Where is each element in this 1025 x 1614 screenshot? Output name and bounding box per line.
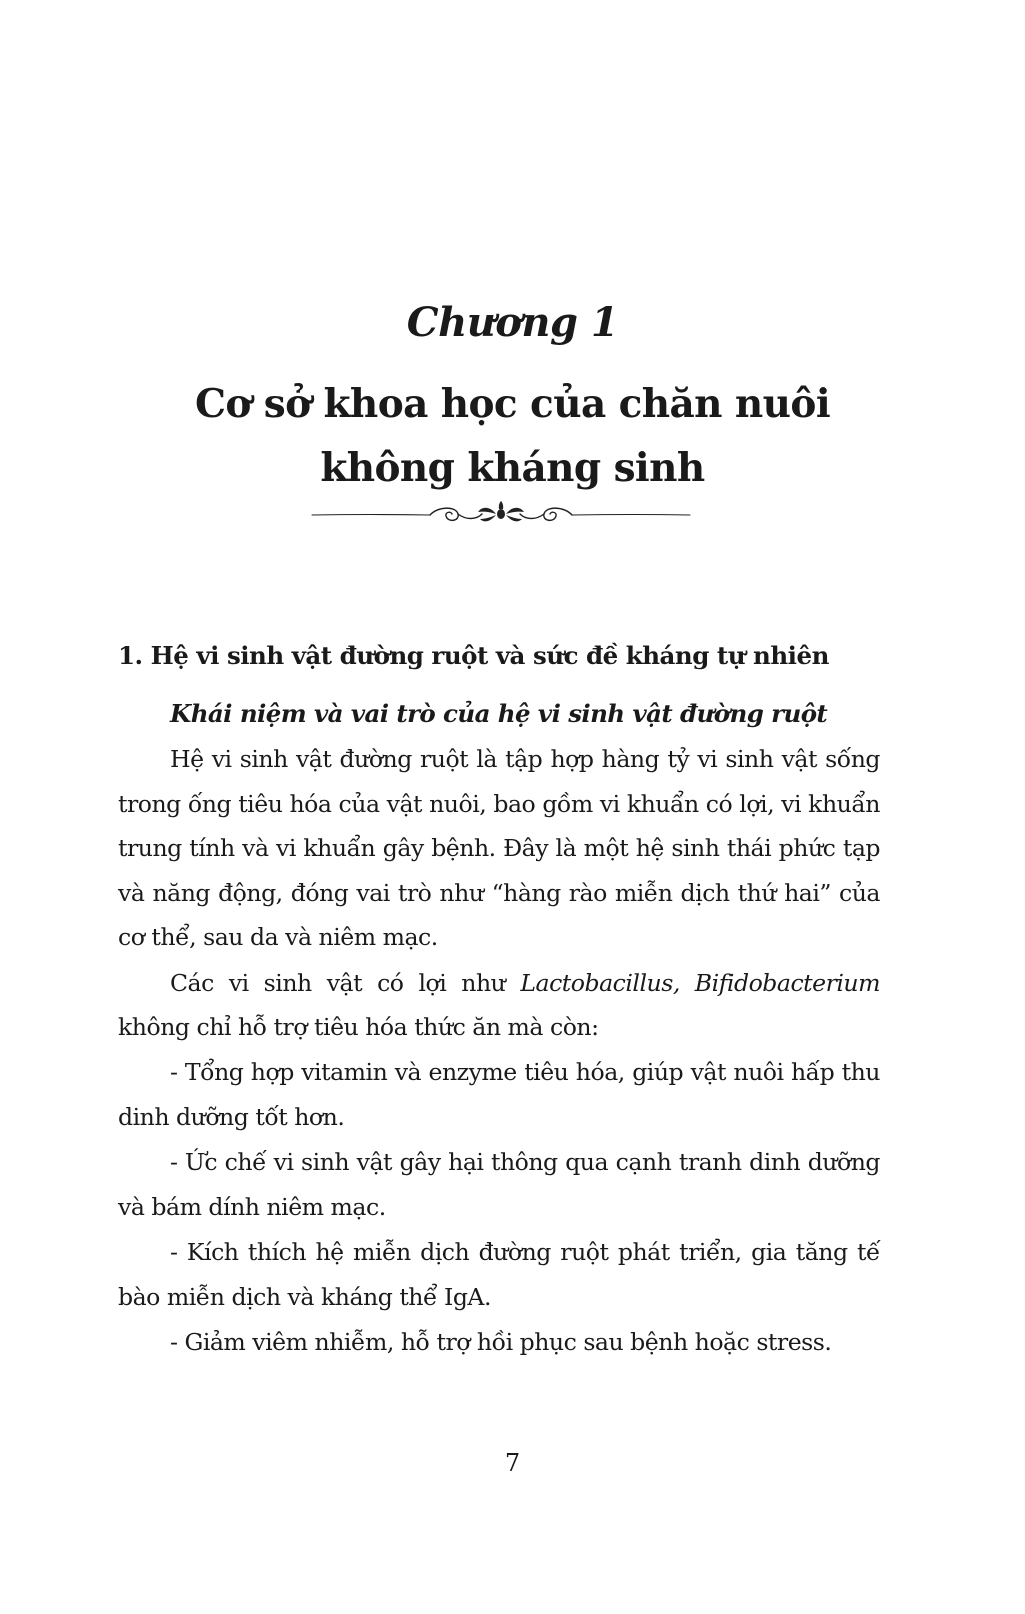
- chapter-label: Chương 1: [406, 299, 619, 346]
- section-subheading: Khái niệm và vai trò của hệ vi sinh vật đường ruột: [170, 699, 828, 728]
- section-heading: 1. Hệ vi sinh vật đường ruột và sức đề kháng tự nhiên: [118, 641, 829, 670]
- bullet-item: - Giảm viêm nhiễm, hỗ trợ hồi phục sau bệnh hoặc stress.: [170, 1327, 832, 1356]
- page-number: 7: [504, 1449, 521, 1477]
- bullet-item: - Tổng hợp vitamin và enzyme tiêu hóa, giúp vật nuôi hấp thu dinh dưỡng tốt hơn.: [118, 1058, 880, 1131]
- paragraph: Hệ vi sinh vật đường ruột là tập hợp hàng tỷ vi sinh vật sống trong ống tiêu hóa của vật nuôi, bao gồm vi khuẩn có lợi, vi khuẩn trung tính và vi khuẩn gây bệnh. Đây là một hệ sinh thái phức tạp và năng động, đóng vai trò như “hàng rào miễn dịch thứ hai” của cơ thể, sau da và niêm mạc.: [118, 745, 880, 952]
- paragraph-text: không chỉ hỗ trợ tiêu hóa thức ăn mà còn:: [118, 1013, 599, 1042]
- species-names: Lactobacillus, Bifidobacterium: [520, 968, 880, 997]
- chapter-title-line-2: không kháng sinh: [320, 445, 705, 491]
- bullet-item: - Kích thích hệ miễn dịch đường ruột phát triển, gia tăng tế bào miễn dịch và kháng thể IgA.: [118, 1237, 880, 1311]
- decorative-scroll-divider-icon: [310, 500, 692, 530]
- paragraph-text: Các vi sinh vật có lợi như: [170, 968, 521, 997]
- bullet-item: - Ức chế vi sinh vật gây hại thông qua cạnh tranh dinh dưỡng và bám dính niêm mạc.: [118, 1148, 880, 1221]
- body-text: [118, 737, 880, 1365]
- chapter-title-line-1: Cơ sở khoa học của chăn nuôi: [194, 381, 831, 427]
- paragraph: [118, 961, 880, 1050]
- chapter-title: [0, 372, 1025, 500]
